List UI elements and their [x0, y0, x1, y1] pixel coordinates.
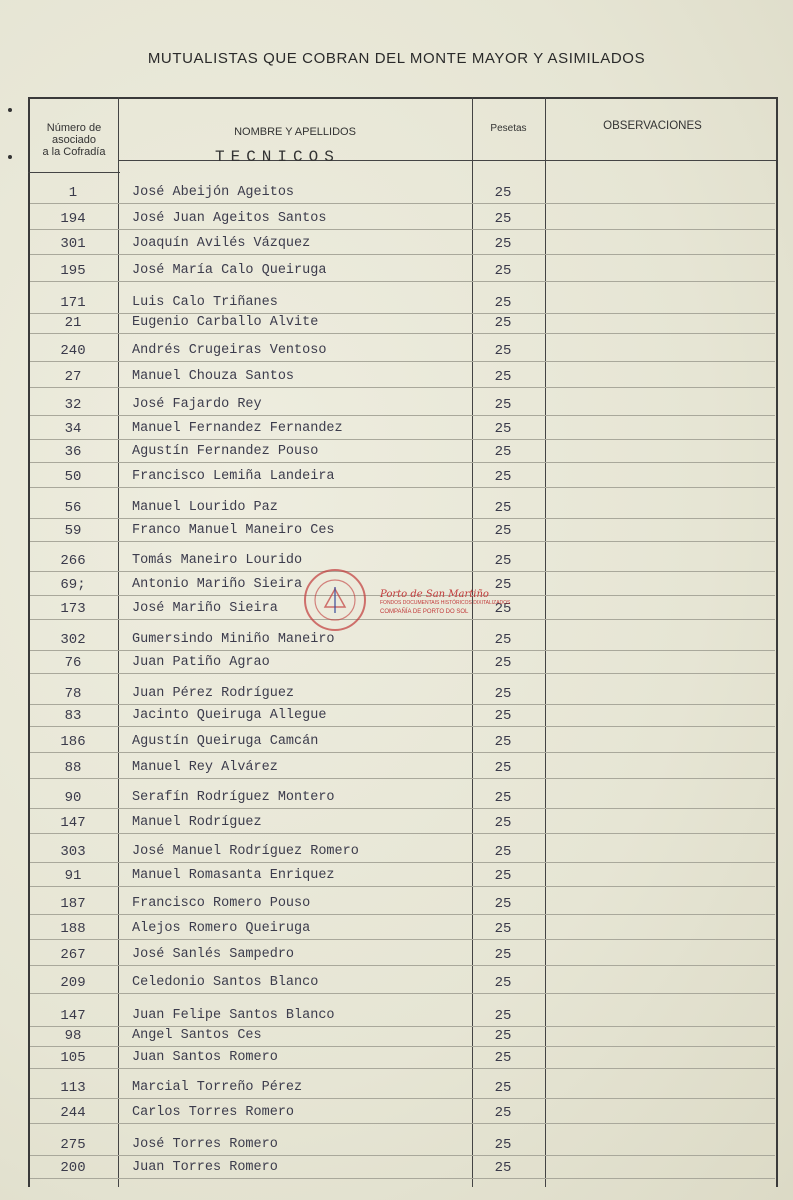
table-row: [0, 868, 793, 888]
member-number: 267: [60, 947, 86, 963]
member-name: Francisco Lemiña Landeira: [132, 469, 335, 484]
table-row: [0, 1105, 793, 1125]
member-number: 147: [60, 1008, 86, 1024]
table-row: [0, 500, 793, 520]
member-number: 266: [60, 553, 86, 569]
table-row: [0, 343, 793, 363]
member-name: Juan Felipe Santos Blanco: [132, 1008, 335, 1023]
member-number: 209: [60, 975, 86, 991]
row-rule: [30, 281, 775, 282]
pesetas-amount: 25: [494, 185, 512, 201]
member-number: 50: [64, 469, 82, 485]
member-name: Manuel Chouza Santos: [132, 369, 295, 384]
member-name: Angel Santos Ces: [132, 1028, 262, 1043]
table-row: [0, 236, 793, 256]
pesetas-amount: 25: [494, 1137, 512, 1153]
page-title: MUTUALISTAS QUE COBRAN DEL MONTE MAYOR Y ASIMILADOS: [147, 50, 646, 67]
member-name: Manuel Romasanta Enriquez: [132, 868, 335, 883]
member-number: 105: [60, 1050, 86, 1066]
table-row: [0, 790, 793, 810]
table-row: [0, 708, 793, 728]
member-number: 147: [60, 815, 86, 831]
pesetas-amount: 25: [494, 655, 512, 671]
pesetas-amount: 25: [494, 1008, 512, 1024]
row-rule: [30, 1046, 775, 1047]
pesetas-amount: 25: [494, 844, 512, 860]
pesetas-amount: 25: [494, 211, 512, 227]
row-rule: [30, 886, 775, 887]
pesetas-amount: 25: [494, 686, 512, 702]
header-rule: [28, 172, 120, 173]
row-rule: [30, 939, 775, 940]
table-row: [0, 1137, 793, 1157]
row-rule: [30, 808, 775, 809]
member-number: 275: [60, 1137, 86, 1153]
archive-stamp-icon: [300, 565, 370, 635]
member-number: 59: [64, 523, 82, 539]
member-number: 32: [64, 397, 82, 413]
member-name: Manuel Fernandez Fernandez: [132, 421, 343, 436]
table-row: [0, 444, 793, 464]
pesetas-amount: 25: [494, 315, 512, 331]
stamp-line: FONDOS DOCUMENTAIS HISTÓRICOS DIXITALIZADOS: [380, 600, 511, 606]
stamp-line: Porto de San Martiño: [380, 589, 489, 600]
member-name: Gumersindo Miniño Maneiro: [132, 632, 335, 647]
header-name: NOMBRE Y APELLIDOS: [234, 126, 356, 138]
pesetas-amount: 25: [494, 421, 512, 437]
row-rule: [30, 439, 775, 440]
pesetas-amount: 25: [494, 1105, 512, 1121]
table-row: [0, 815, 793, 835]
member-number: 302: [60, 632, 86, 648]
row-rule: [30, 518, 775, 519]
pesetas-amount: 25: [494, 632, 512, 648]
member-number: 88: [64, 760, 82, 776]
member-name: José María Calo Queiruga: [132, 263, 327, 278]
member-name: Francisco Romero Pouso: [132, 896, 311, 911]
member-name: José Mariño Sieira: [132, 601, 278, 616]
row-rule: [30, 862, 775, 863]
header-number-line: Número de: [46, 122, 102, 134]
member-number: 27: [64, 369, 82, 385]
pesetas-amount: 25: [494, 343, 512, 359]
table-row: [0, 975, 793, 995]
row-rule: [30, 387, 775, 388]
table-row: [0, 553, 793, 573]
row-rule: [30, 487, 775, 488]
pesetas-amount: 25: [494, 397, 512, 413]
member-number: 56: [64, 500, 82, 516]
section-label: TECNICOS: [215, 148, 340, 166]
row-rule: [30, 1098, 775, 1099]
member-name: Manuel Lourido Paz: [132, 500, 278, 515]
row-rule: [30, 1026, 775, 1027]
member-number: 194: [60, 211, 86, 227]
member-name: José Abeijón Ageitos: [132, 185, 295, 200]
member-name: Franco Manuel Maneiro Ces: [132, 523, 335, 538]
member-number: 1: [68, 185, 78, 201]
header-number-line: asociado: [51, 134, 97, 146]
row-rule: [30, 203, 775, 204]
member-number: 173: [60, 601, 86, 617]
row-rule: [30, 415, 775, 416]
member-name: Celedonio Santos Blanco: [132, 975, 319, 990]
punch-hole-mark: [8, 155, 12, 159]
member-number: 91: [64, 868, 82, 884]
table-row: [0, 369, 793, 389]
pesetas-amount: 25: [494, 815, 512, 831]
pesetas-amount: 25: [494, 295, 512, 311]
pesetas-amount: 25: [494, 236, 512, 252]
member-name: José Juan Ageitos Santos: [132, 211, 327, 226]
table-row: [0, 211, 793, 231]
member-name: Antonio Mariño Sieira: [132, 577, 303, 592]
pesetas-amount: 25: [494, 444, 512, 460]
table-row: [0, 1028, 793, 1048]
header-pesetas: Pesetas: [490, 123, 527, 134]
member-number: 186: [60, 734, 86, 750]
table-row: [0, 1160, 793, 1180]
table-row: [0, 397, 793, 417]
pesetas-amount: 25: [494, 734, 512, 750]
pesetas-amount: 25: [494, 1028, 512, 1044]
member-name: José Torres Romero: [132, 1137, 278, 1152]
table-row: [0, 315, 793, 335]
member-name: José Sanlés Sampedro: [132, 947, 295, 962]
pesetas-amount: 25: [494, 469, 512, 485]
member-number: 113: [60, 1080, 86, 1096]
table-row: [0, 947, 793, 967]
row-rule: [30, 993, 775, 994]
row-rule: [30, 1123, 775, 1124]
member-name: José Fajardo Rey: [132, 397, 262, 412]
member-number: 244: [60, 1105, 86, 1121]
row-rule: [30, 313, 775, 314]
stamp-line: COMPAÑÍA DE PORTO DO SOL: [380, 609, 469, 615]
member-number: 240: [60, 343, 86, 359]
pesetas-amount: 25: [494, 896, 512, 912]
table-row: [0, 632, 793, 652]
member-name: Juan Santos Romero: [132, 1050, 278, 1065]
row-rule: [30, 704, 775, 705]
pesetas-amount: 25: [494, 790, 512, 806]
member-name: José Manuel Rodríguez Romero: [132, 844, 359, 859]
pesetas-amount: 25: [494, 577, 512, 593]
member-name: Alejos Romero Queiruga: [132, 921, 311, 936]
member-number: 195: [60, 263, 86, 279]
table-row: [0, 295, 793, 315]
row-rule: [30, 1155, 775, 1156]
table-row: [0, 523, 793, 543]
member-name: Jacinto Queiruga Allegue: [132, 708, 327, 723]
member-name: Carlos Torres Romero: [132, 1105, 295, 1120]
table-row: [0, 1080, 793, 1100]
pesetas-amount: 25: [494, 760, 512, 776]
pesetas-amount: 25: [494, 921, 512, 937]
member-name: Juan Patiño Agrao: [132, 655, 270, 670]
table-row: [0, 896, 793, 916]
pesetas-amount: 25: [494, 263, 512, 279]
pesetas-amount: 25: [494, 1050, 512, 1066]
pesetas-amount: 25: [494, 975, 512, 991]
member-number: 34: [64, 421, 82, 437]
member-name: Agustín Queiruga Camcán: [132, 734, 319, 749]
pesetas-amount: 25: [494, 601, 512, 617]
member-number: 76: [64, 655, 82, 671]
row-rule: [30, 914, 775, 915]
row-rule: [30, 361, 775, 362]
table-row: [0, 686, 793, 706]
table-row: [0, 469, 793, 489]
row-rule: [30, 650, 775, 651]
table-row: [0, 655, 793, 675]
member-number: 90: [64, 790, 82, 806]
member-number: 301: [60, 236, 86, 252]
pesetas-amount: 25: [494, 1080, 512, 1096]
member-number: 200: [60, 1160, 86, 1176]
row-rule: [30, 571, 775, 572]
table-row: [0, 421, 793, 441]
row-rule: [30, 333, 775, 334]
table-row: [0, 921, 793, 941]
pesetas-amount: 25: [494, 708, 512, 724]
row-rule: [30, 619, 775, 620]
row-rule: [30, 229, 775, 230]
header-observations: OBSERVACIONES: [603, 120, 702, 132]
member-name: Manuel Rey Alvárez: [132, 760, 278, 775]
member-name: Manuel Rodríguez: [132, 815, 262, 830]
row-rule: [30, 254, 775, 255]
member-name: Juan Pérez Rodríguez: [132, 686, 295, 701]
member-number: 98: [64, 1028, 82, 1044]
member-number: 78: [64, 686, 82, 702]
punch-hole-mark: [8, 108, 12, 112]
row-rule: [30, 833, 775, 834]
table-row: [0, 263, 793, 283]
member-number: 188: [60, 921, 86, 937]
table-row: [0, 1050, 793, 1070]
pesetas-amount: 25: [494, 1160, 512, 1176]
member-number: 21: [64, 315, 82, 331]
header-number-line: a la Cofradía: [42, 146, 106, 158]
table-row: [0, 844, 793, 864]
pesetas-amount: 25: [494, 369, 512, 385]
member-name: Eugenio Carballo Alvite: [132, 315, 319, 330]
row-rule: [30, 965, 775, 966]
pesetas-amount: 25: [494, 523, 512, 539]
member-number: 36: [64, 444, 82, 460]
row-rule: [30, 541, 775, 542]
row-rule: [30, 726, 775, 727]
member-number: 69;: [60, 577, 86, 593]
member-name: Serafín Rodríguez Montero: [132, 790, 335, 805]
member-name: Marcial Torreño Pérez: [132, 1080, 303, 1095]
member-name: Joaquín Avilés Vázquez: [132, 236, 311, 251]
row-rule: [30, 778, 775, 779]
member-name: Juan Torres Romero: [132, 1160, 278, 1175]
member-name: Tomás Maneiro Lourido: [132, 553, 303, 568]
table-row: [0, 734, 793, 754]
member-name: Agustín Fernandez Pouso: [132, 444, 319, 459]
member-name: Andrés Crugeiras Ventoso: [132, 343, 327, 358]
pesetas-amount: 25: [494, 868, 512, 884]
row-rule: [30, 1068, 775, 1069]
member-number: 187: [60, 896, 86, 912]
row-rule: [30, 462, 775, 463]
member-name: Luis Calo Triñanes: [132, 295, 278, 310]
pesetas-amount: 25: [494, 553, 512, 569]
member-number: 171: [60, 295, 86, 311]
archive-stamp-text: [380, 590, 510, 617]
row-rule: [30, 752, 775, 753]
member-number: 83: [64, 708, 82, 724]
table-row: [0, 185, 793, 205]
table-row: [0, 760, 793, 780]
pesetas-amount: 25: [494, 500, 512, 516]
row-rule: [30, 1178, 775, 1179]
member-number: 303: [60, 844, 86, 860]
header-number: [30, 122, 118, 158]
table-row: [0, 1008, 793, 1028]
pesetas-amount: 25: [494, 947, 512, 963]
row-rule: [30, 673, 775, 674]
